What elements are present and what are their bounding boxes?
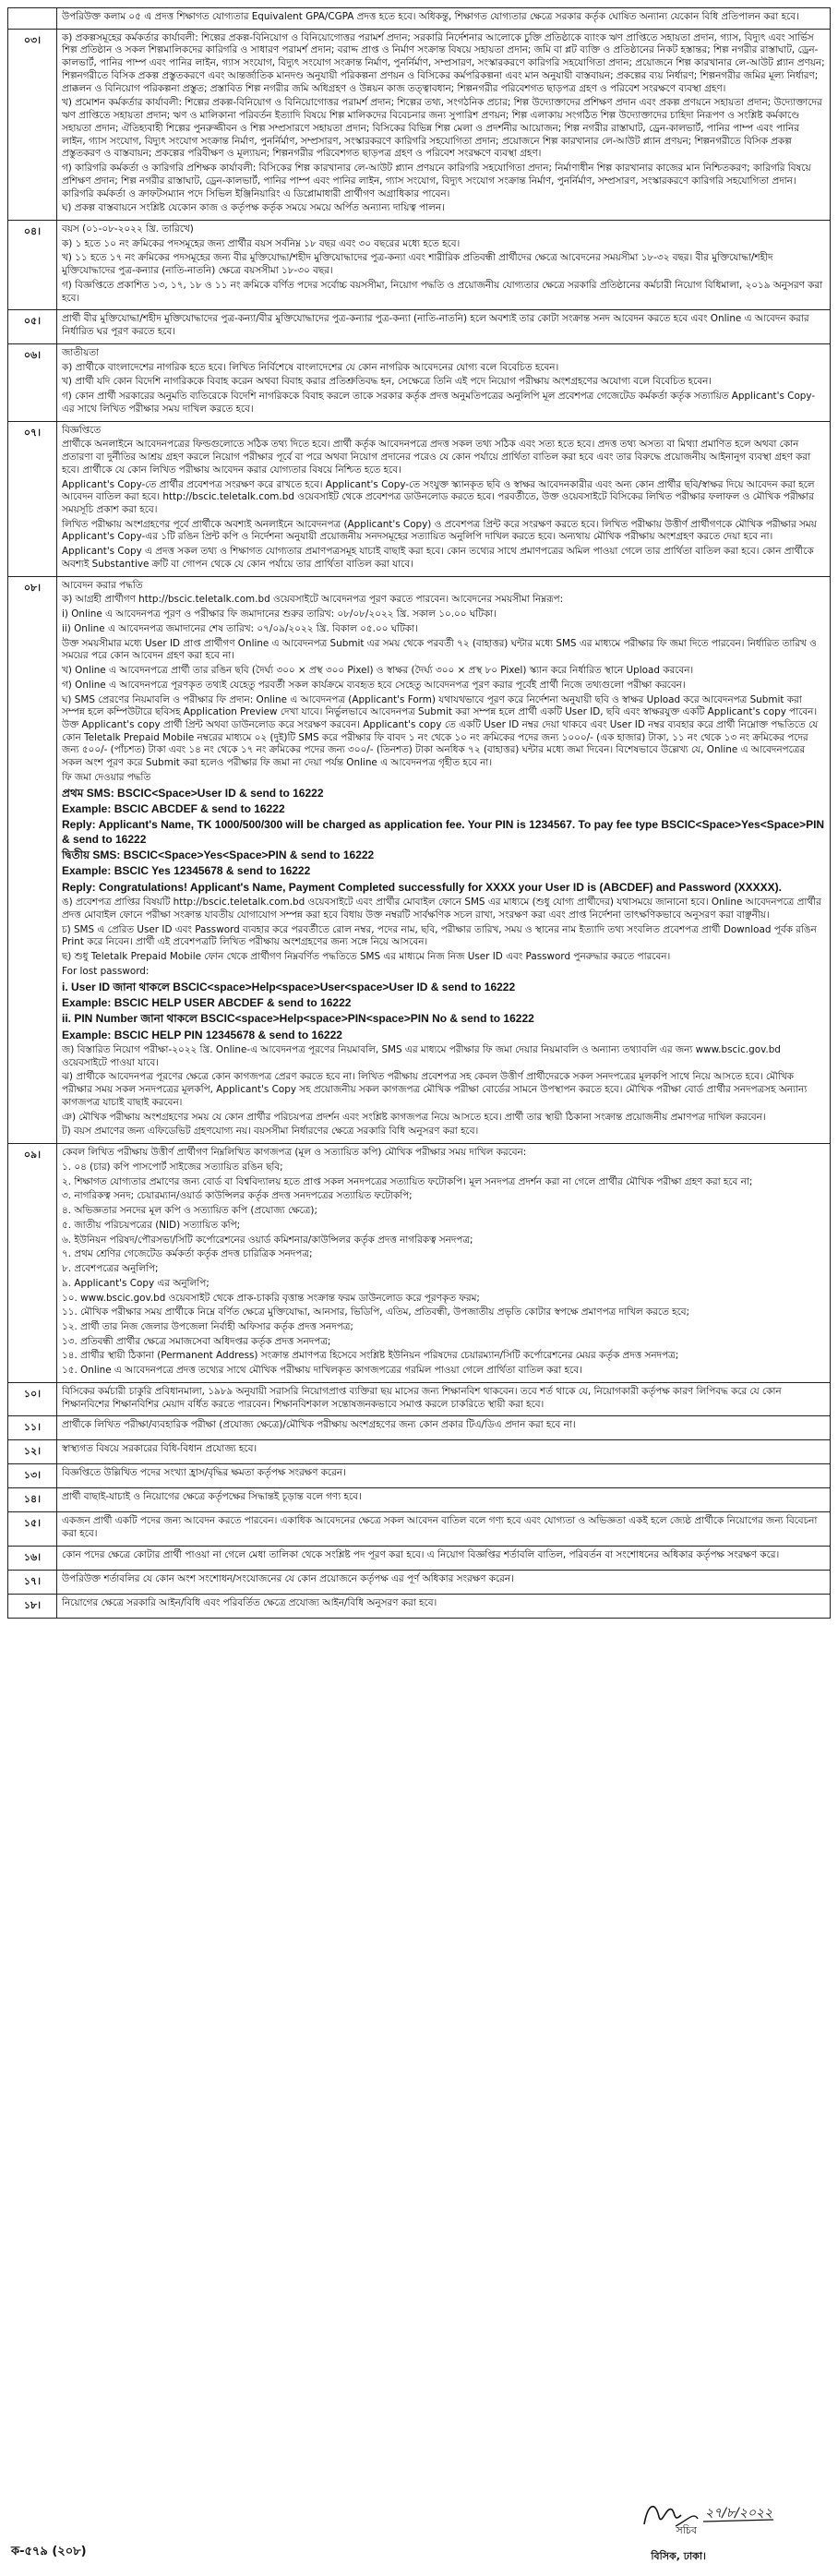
paragraph: বিজ্ঞপ্তিতে উল্লিখিত পদের সংখ্যা হ্রাস/বৃদ্ধির ক্ষমতা কর্তৃপক্ষ সংরক্ষণ করেন।: [62, 1467, 346, 1479]
paragraph: Applicant's Copy এ প্রদত্ত সকল তথ্য ও শিক্ষাগত যোগ্যতার প্রমাণপত্রসমূহ যাচাই বাছাই করা হবে। কোন তথ্যের সাথে প্রমাণপত্রের অমিল পাওয়া গেলে তার প্রার্থিতা বাতিল করা হবে। কোন প্রার্থীকে অবশ্যই Substantive ক্রটি বা গোপন থেকে যে কোন পর্যায়ে তার প্রার্থিতা বাতিল করা যাবে।: [62, 546, 814, 570]
row-content: [57, 1488, 831, 1512]
row-number: ১৫।: [8, 1512, 57, 1546]
notice-page: [7, 7, 831, 1619]
notice-row: [8, 1570, 831, 1594]
row-content: [57, 1546, 831, 1570]
row-number: ০৯।: [8, 1144, 57, 1383]
sms-instruction-line: Example: BSCIC HELP USER ABCDEF & send to 16222: [62, 995, 352, 1009]
paragraph: ৩. নাগরিকত্ব সনদ; চেয়ারম্যান/ওয়ার্ড কাউন্সিলর কর্তৃক প্রদত্ত সনদপত্রের সত্যায়িত ফটোকপি;: [62, 1190, 413, 1202]
row-content: [57, 421, 831, 576]
paragraph: ১৩. প্রতিবন্ধী প্রার্থীর ক্ষেত্রে সমাজসেবা অধিদপ্তর কর্তৃক প্রদত্ত সনদপত্র;: [62, 1335, 331, 1347]
paragraph: প্রার্থীকে অনলাইনে আবেদনপত্রের ফিল্ডগুলোতে সঠিক তথ্য দিতে হবে। প্রার্থী কর্তৃক আবেদনপত্রে প্রদত্ত সকল তথ্য সঠিক এবং সত্য হতে হবে। প্রদত্ত তথ্য অসত্য বা মিথ্যা প্রমাণিত হলে অথবা কোন প্রতারণা বা দুর্নীতির আশ্রয় গ্রহণ করলে নিয়োগ পরীক্ষার পূর্বে বা পরে অথবা নিয়োগ প্রদানের পরেও যে কোন পর্যায়ে প্রার্থিতা বাতিল করা হবে এবং তার বিরুদ্ধে প্রয়োজনীয় আইনানুগ ব্যবস্থা গ্রহণ করা হবে। প্রার্থীকে যে কোন লিখিত পরীক্ষায় আবেদন করার যোগ্যতার বিষয়ে নিশ্চিত হতে হবে।: [62, 439, 811, 475]
sms-instruction-line: Reply: Applicant's Name, TK 1000/500/300 will be charged as application fee. Your PIN is 1234567. To pay fee type BSCIC<Space>Yes<Space>PIN & send to 16222: [62, 818, 825, 846]
paragraph: ঘ) SMS প্রেরণের নিয়মাবলি ও পরীক্ষার ফি প্রদান: Online এ আবেদনপত্র (Applicant's Form) যথাযথভাবে পূরণ করে নির্দেশনা অনুযায়ী ছবি ও স্বাক্ষর Upload করে আবেদনপত্র Submit করা সম্পন্ন হলে কম্পিউটারে ছবিসহ Application Preview দেখা যাবে। নির্ভুলভাবে আবেদনপত্র Submit করা সম্পন্ন হলে প্রার্থী একটি User ID, ছবি এবং স্বাক্ষরযুক্ত একটি Applicant's copy পাবেন। উক্ত Applicant's copy প্রার্থী প্রিন্ট অথবা ডাউনলোড করে সংরক্ষণ করবেন। Applicant's copy তে একটি User ID নম্বর দেয়া থাকবে এবং User ID নম্বর ব্যবহার করে প্রার্থী নিম্নোক্ত পদ্ধতিতে যে কোন Teletalk Prepaid Mobile নম্বরের মাধ্যমে ০২ (দুই)টি SMS করে পরীক্ষার ফি বাবদ ১ নং থেকে ১০ নং ক্রমিকের পদের জন্য ১০০০/- (এক হাজার) টাকা, ১১ নং থেকে ১৩ নং ক্রমিকের পদের জন্য ৫০০/- (পাঁচশত) টাকা এবং ১৪ নং থেকে ১৭ নং ক্রমিকের পদের জন্য ৩০০/- (তিনশত) টাকা অনধিক ৭২ (বাহাত্তর) ঘন্টার মধ্যে জমা দিবেন। বিশেষভাবে উল্লেখ্য যে, Online এ আবেদনপত্রের সকল অংশ পূরণ করে Submit করা হলেও পরীক্ষার ফি জমা না দেয়া পর্যন্ত Online এ আবেদনপত্র গৃহীত হবে না।: [62, 693, 819, 769]
row-number: ০৮।: [8, 576, 57, 1144]
paragraph: বয়স (০১-০৮-২০২২ খ্রি. তারিখে): [62, 223, 194, 235]
paragraph: উপরিউক্ত কলাম ০৫ এ প্রদত্ত শিক্ষাগত যোগ্যতার Equivalent GPA/CGPA প্রদত্ত হতে হবে। অধিকন্তু, শিক্ষাগত যোগ্যতার ক্ষেত্রে সরকার কর্তৃক ঘোষিত অন্যান্য যেকোন বিধি প্রতিপালন করা হবে।: [62, 11, 799, 22]
paragraph: গ) বিজ্ঞপ্তিতে প্রকাশিত ১৩, ১৭, ১৮ ও ১১ নং ক্রমিকে বর্ণিত পদের সর্বোচ্চ বয়সসীমা, নিয়োগ পদ্ধতি ও প্রয়োজনীয় যোগ্যতার ক্ষেত্রে সরকারি প্রতিষ্ঠানের কর্মচারী নিয়োগ বিধিমালা, ২০১৯ অনুসরণ করা হবে।: [62, 279, 823, 304]
signatory-office: বিসিক, ঢাকা।: [651, 2550, 706, 2562]
row-content: [57, 1512, 831, 1546]
row-number: ০৫।: [8, 310, 57, 343]
row-content: [57, 343, 831, 421]
paragraph: ক) প্রকল্পসমূহের কর্মকর্তার কার্যাবলী: শিল্পের প্রকল্প-বিনিয়োগ ও বিনিয়োগোত্তর পরামর্শ প্রদান; সরকারি নির্দেশনার আলোকে চুক্তি প্রতিষ্ঠাকে ব্যাংক ঋণ প্রাপ্তিতে সহায়তা প্রদান, গ্যাস, বিদ্যুৎ এবং সার্ভিস শিল্প প্রতিষ্ঠান ও সকল শিল্পমালিকদের কারিগরি ও সাধারণ পরামর্শ প্রদান; বরাদ্দ প্রাপ্ত ও নির্মাণ সংক্রান্ত বিষয়ে সহায়তা প্রদান; জমি বা প্লট ব্যক্তি ও প্রতিষ্ঠানের নিকট হস্তান্তর; শিল্প নগরীর রাস্তাঘাট, ড্রেন-কালভার্ট, পানির পাম্প এবং পানির লাইন, গ্যাস সংযোগ, বিদ্যুৎ সংযোগ সংক্রান্ত নির্মাণ, পুনর্নির্মাণ, সম্প্রসারণ, সংস্কারকরণে কারিগরি সহযোগিতা প্রদান; প্রয়োজনে শিল্প কারখানার লে-আউট প্ল্যান প্রণয়ন; শিল্পনগরীতে বিসিক প্রকল্প প্রস্তুতকরণে এবং আন্তর্জাতিক মানদণ্ড অনুযায়ী পরিকল্পনা প্রণয়ন ও বিসিকের কর্মপরিকল্পনা এবং মান অনুযায়ী বাস্তবায়ন; প্রকল্পের ব্যয় নির্ধারণ; শিল্পনগরীর জমির মূল্য নির্ধারণ; প্রাক্কলন ও বিনিয়োগ পরিকল্পনা প্রস্তুত; প্রস্তাবিত শিল্প নগরীর জমি অধিগ্রহণ ও উন্নয়ন কাজ তত্ত্বাবধান; শিল্পনগরীর পরিবেশগত ছাড়পত্র গ্রহণ ও পরিবেশ সংরক্ষণে ব্যবস্থা গ্রহণ।: [62, 31, 825, 94]
paragraph: ক) প্রার্থীকে বাংলাদেশের নাগরিক হতে হবে। লিখিত নির্বিশেষে বাংলাদেশের যে কোন নাগরিক আবেদনের যোগ্য বলে বিবেচিত হবেন।: [62, 361, 559, 373]
notice-row: [8, 1512, 831, 1546]
paragraph: ছ) শুধু Teletalk Prepaid Mobile ফোন থেকে প্রার্থীগণ নিম্নবর্ণিত পদ্ধতিতে SMS এর মাধ্যমে নিজ নিজ User ID এবং Password পুনরুদ্ধার করতে পারবেন।: [62, 951, 671, 963]
paragraph: ১. ০৪ (চার) কপি পাসপোর্ট সাইজের সত্যায়িত রঙিন ছবি;: [62, 1161, 283, 1173]
notice-row: [8, 310, 831, 343]
row-number: ০৬।: [8, 343, 57, 421]
svg-text:২৭/৮/২০২২: ২৭/৮/২০২২: [705, 2506, 773, 2521]
paragraph: ৭. প্রথম শ্রেণির গেজেটেড কর্মকর্তা কর্তৃক প্রদত্ত চারিত্রিক সনদপত্র;: [62, 1248, 313, 1260]
paragraph: ২. শিক্ষাগত যোগ্যতার প্রমাণের জন্য বোর্ড বা বিশ্ববিদ্যালয় হতে প্রাপ্ত সকল সনদপত্রের সত্যায়িত ফটোকপি। মূল সনদপত্র প্রদর্শন করা না গেলে প্রার্থীর মৌখিক পরীক্ষা গ্রহণ করা হবে না;: [62, 1175, 753, 1187]
paragraph: জাতীয়তা: [62, 346, 100, 358]
row-number: ১৭।: [8, 1570, 57, 1594]
notice-row: [8, 1416, 831, 1440]
notice-row: [8, 1144, 831, 1383]
paragraph: ঞ) মৌখিক পরীক্ষায় অংশগ্রহণের সময় যে কোন প্রার্থীর পরিচয়পত্র প্রদর্শন এবং সংশ্লিষ্ট কাগজপত্র নিয়ে আসতে হবে। প্রার্থী তার স্থায়ী ঠিকানা সংক্রান্ত প্রয়োজনীয় প্রমাণপত্র দাখিল করবেন।: [62, 1111, 766, 1123]
row-number: ১১।: [8, 1416, 57, 1440]
signature-image: [639, 2493, 777, 2534]
paragraph: ১৫. Online এ আবেদনপত্রে প্রদত্ত তথ্যের সাথে মৌখিক পরীক্ষায় দাখিলকৃত কাগজপত্রের গরমিল পাওয়া গেলে প্রার্থিতা বাতিল করা হবে।: [62, 1365, 582, 1377]
signatory-designation: সচিব: [676, 2524, 697, 2536]
row-content: [57, 1594, 831, 1618]
notice-row: [8, 29, 831, 220]
notice-row: [8, 8, 831, 30]
sms-instruction-line: Reply: Congratulations! Applicant's Name, Payment Completed successfully for XXXX your User ID is (ABCDEF) and Password (XXXXX).: [62, 880, 782, 894]
row-content: [57, 310, 831, 343]
paragraph: বিসিকের কর্মচারী চাকুরি প্রবিধানমালা, ১৯৮৯ অনুযায়ী সরাসরি নিয়োগপ্রাপ্ত ব্যক্তিরা ছয় মাসের জন্য শিক্ষানবিশ থাকবেন। তবে শর্ত থাকে যে, নিয়োগকারী কর্তৃপক্ষ কারণ লিপিবদ্ধ করে যে কোন শিক্ষানবিশের শিক্ষানবিশির মেয়াদ বর্ধিত করতে পারবেন। শিক্ষানবিশকাল সন্তোষজনকভাবে সমাপ্ত করলে চাকরিতে স্থায়ী করা হবে।: [62, 1385, 782, 1410]
paragraph: গ) কোন প্রার্থী সরকারের অনুমতি ব্যতিরেকে বিদেশি নাগরিককে বিবাহ করলে তাকে সরকার কর্তৃক প্রদত্ত অনুমতিপত্রের অনুলিপি মূল প্রবেশপত্র গেজেটেড কর্মকর্তা কর্তৃক সত্যায়িত Applicant's Copy-এর সাথে লিখিত পরীক্ষার সময় দাখিল করতে হবে।: [62, 391, 816, 415]
row-number: ১০।: [8, 1382, 57, 1415]
paragraph: জ) বিস্তারিত নিয়োগ পরীক্ষা-২০২২ খ্রি. Online-এ আবেদনপত্র পূরণের নিয়মাবলি, SMS এর মাধ্যমে পরীক্ষার ফি জমা দেয়ার নিয়মাবলি ও অন্যান্য তথ্যাবলি এর জন্য www.bscic.gov.bd ওয়েবসাইটে পাওয়া যাবে।: [62, 1044, 781, 1068]
paragraph: প্রার্থীকে লিখিত পরীক্ষা/ব্যবহারিক পরীক্ষা (প্রযোজ্য ক্ষেত্রে)/মৌখিক পরীক্ষায় অংশগ্রহণের জন্য কোন প্রকার টিএ/ডিএ প্রদান করা হবে না।: [62, 1419, 576, 1431]
footer: [7, 2482, 831, 2565]
row-number: ১৩।: [8, 1464, 57, 1488]
paragraph: ৪. অভিজ্ঞতার সনদের মূল কপি ও সত্যায়িত কপি (প্রযোজ্য ক্ষেত্রে);: [62, 1205, 317, 1217]
row-content: [57, 1464, 831, 1488]
form-number: ক-৫৭৯ (২০৮): [11, 2545, 87, 2558]
paragraph: ঙ) প্রবেশপত্র প্রাপ্তির বিষয়টি http://bscic.teletalk.com.bd ওয়েবসাইটে এবং প্রার্থীর মোবাইল ফোনে SMS এর মাধ্যমে (শুধু যোগ্য প্রার্থীদের) যথাসময়ে জানানো হবে। Online আবেদনপত্রে প্রার্থীর প্রদত্ত মোবাইল ফোনে পরীক্ষা সংক্রান্ত যাবতীয় যোগাযোগ সম্পন্ন করা হবে বিধায় উক্ত নম্বরটি সার্বক্ষণিক সচল রাখা, সংরক্ষণ করা এবং প্রাপ্ত নির্দেশনা তাৎক্ষণিকভাবে অনুসরণ করা বাঞ্ছনীয়।: [62, 897, 821, 921]
paragraph: ii) Online এ আবেদনপত্র জমাদানের শেষ তারিখ: ০৭/০৯/২০২২ খ্রি. বিকাল ০৫.০০ ঘটিকা।: [62, 622, 418, 634]
row-content: [57, 576, 831, 1144]
row-number: ১৪।: [8, 1488, 57, 1512]
notice-row: [8, 1440, 831, 1464]
paragraph: খ) ১১ হতে ১৭ নং ক্রমিকের পদসমূহের জন্য বীর মুক্তিযোদ্ধা/শহীদ মুক্তিযোদ্ধাদের পুত্র-কন্যা এবং শারীরিক প্রতিবন্ধী প্রার্থীদের ক্ষেত্রে আবেদনের সময়সীমা ১৮-৩২ বছর। বীর মুক্তিযোদ্ধা/শহীদ মুক্তিযোদ্ধাদের পুত্র-কন্যার (নাতি-নাতনি) ক্ষেত্রে বয়সসীমা ১৮-৩০ বছর।: [62, 252, 773, 277]
row-content: [57, 1382, 831, 1415]
paragraph: ১২. প্রার্থী তার নিজ জেলার উপজেলা নির্বাহী অফিসার কর্তৃক প্রদত্ত সনদপত্র;: [62, 1320, 353, 1332]
paragraph: খ) প্রার্থী যদি কোন বিদেশি নাগরিককে বিবাহ করেন অথবা বিবাহ করার প্রতিশ্রুতিবদ্ধ হন, সেক্ষেত্রে তিনি এই পদে নিয়োগ পরীক্ষায় অংশগ্রহণের অযোগ্য বলে বিবেচিত হবেন।: [62, 376, 712, 388]
row-number: ১৬।: [8, 1546, 57, 1570]
paragraph: খ) Online এ আবেদনপত্রে প্রার্থী তার রঙিন ছবি (দৈর্ঘ্য ৩০০ × প্রস্থ ৩০০ Pixel) ও স্বাক্ষর (দৈর্ঘ্য ৩০০ × প্রস্থ ৮০ Pixel) স্ক্যান করে নির্ধারিত স্থানে Upload করবেন।: [62, 665, 694, 677]
row-content: [57, 8, 831, 30]
paragraph: বিজ্ঞপ্তিতে: [62, 424, 102, 436]
row-number: [8, 8, 57, 30]
paragraph: গ) Online এ আবেদনপত্রে পূরণকৃত তথ্যই যেহেতু পরবর্তী সকল কার্যক্রমে ব্যবহৃত হবে সেহেতু আবেদনপত্র পূরণ করার পূর্বেই প্রার্থী নিজে তথ্যগুলো পরীক্ষা করবেন।: [62, 679, 686, 691]
sms-instruction-line: ii. PIN Number জানা থাকলে BSCIC<space>Help<space>PIN<space>PIN No & send to 16222: [62, 1012, 534, 1026]
paragraph: উপরিউক্ত শর্তাবলির যে কোন অংশ সংশোধন/সংযোজনের যে কোন প্রয়োজনে কর্তৃপক্ষ এর পূর্ণ অধিকার সংরক্ষণ করেন।: [62, 1572, 514, 1584]
paragraph: ১১. মৌখিক পরীক্ষার সময় প্রার্থীকে নিম্নে বর্ণিত ক্ষেত্রে মুক্তিযোদ্ধা, আনসার, ভিডিপি, এতিম, প্রতিবন্ধী, উপজাতীয় প্রভৃতি কোটার স্বপক্ষে প্রমাণপত্র দাখিল করতে হবে;: [62, 1306, 690, 1318]
sms-instruction-line: Example: BSCIC ABCDEF & send to 16222: [62, 802, 285, 816]
row-content: [57, 29, 831, 220]
notice-row: [8, 1382, 831, 1415]
notice-row: [8, 343, 831, 421]
paragraph: কোন পদের ক্ষেত্রে কোটার প্রার্থী পাওয়া না গেলে মেধা তালিকা থেকে সংশ্লিষ্ট পদ পূরণ করা হবে। এ নিয়োগ বিজ্ঞপ্তির শর্তাবলি বাতিল, পরিবর্তন বা সংশোধনের অধিকার কর্তৃপক্ষ সংরক্ষণ করে।: [62, 1548, 780, 1560]
notice-row: [8, 576, 831, 1144]
paragraph: ক) আগ্রহী প্রার্থীগণ http://bscic.teletalk.com.bd ওয়েবসাইটে আবেদনপত্র পূরণ করতে পারবেন। আবেদনের সময়সীমা নিম্নরূপ:: [62, 594, 564, 606]
notice-table: [7, 7, 831, 1619]
paragraph: ৮. প্রবেশপত্রের অনুলিপি;: [62, 1263, 159, 1275]
paragraph: উক্ত সময়সীমার মধ্যে User ID প্রাপ্ত প্রার্থীগণ Online এ আবেদনপত্র Submit এর সময় থেকে পরবর্তী ৭২ (বাহাত্তর) ঘন্টার মধ্যে SMS এর মাধ্যমে পরীক্ষার ফি জমা দিতে পারবেন। নির্ধারিত তারিখ ও সময়ের পরে কোন আবেদন গ্রহণ করা হবে না।: [62, 637, 817, 662]
paragraph: Applicant's Copy-তে প্রার্থীর প্রবেশপত্র সংরক্ষণ করে রাখতে হবে। Applicant's Copy-তে সংযুক্ত স্ক্যানকৃত ছবি ও স্বাক্ষর আবেদনকারীর এবং অন্য কোন প্রার্থীর ছবি/স্বাক্ষর দিয়ে আবেদন করা হলে আবেদন বাতিল করা হবে। http://bscic.teletalk.com.bd ওয়েবসাইট থেকে প্রবেশপত্র ডাউনলোড করতে হবে। পরবর্তীতে, উক্ত ওয়েবসাইটে বিসিকের লিখিত পরীক্ষার ফলাফল ও মৌখিক পরীক্ষার সময়সূচি প্রকাশ করা হবে।: [62, 478, 815, 515]
notice-row: [8, 1464, 831, 1488]
sms-instruction-line: প্রথম SMS: BSCIC<Space>User ID & send to 16222: [62, 786, 324, 800]
paragraph: ১৪. প্রার্থীর স্থায়ী ঠিকানা (Permanent Address) সংক্রান্ত প্রমাণপত্র হিসেবে সংশ্লিষ্ট ইউনিয়ন পরিষদের চেয়ারম্যান/সিটি কর্পোরেশনের মেয়র কর্তৃক প্রদত্ত সনদপত্র;: [62, 1350, 679, 1362]
notice-row: [8, 1488, 831, 1512]
row-content: [57, 1440, 831, 1464]
paragraph: গ) কারিগরি কর্মকর্তা ও কারিগরি প্রশিক্ষক কার্যাবলী: বিসিকের শিল্প কারখানার লে-আউট প্ল্যান প্রণয়নে কারিগরি সহযোগিতা প্রদান; নির্মাণাধীন শিল্প কারখানার কাজের মান নিশ্চিতকরণ; কারিগরি বিষয়ে প্রশিক্ষণ প্রদান; শিল্প নগরীর রাস্তাঘাট, ড্রেন-কালভার্ট, পানির পাম্প এবং পানির লাইন, গ্যাস সংযোগ, বিদ্যুৎ সংযোগ সংক্রান্ত নির্মাণ, পুনর্নির্মাণ, সম্প্রসারণ, সংস্কারকরণে কারিগরি সহযোগিতা প্রদান। কারিগরি কর্মকর্তা ও ক্রাফটসম্যান পদে সিভিল ইঞ্জিনিয়ারিং এ ডিপ্লোমাধারী প্রার্থীগণ অগ্রাধিকার পাবেন।: [62, 163, 811, 199]
sms-instruction-line: Example: BSCIC HELP PIN 12345678 & send to 16222: [62, 1028, 342, 1041]
paragraph: ট) বয়স প্রমাণের জন্য এফিডেভিট গ্রহণযোগ্য নয়। বয়সসীমা নির্ধারণের ক্ষেত্রে সরকারি বিধি অনুসরণ করা হবে।: [62, 1125, 479, 1138]
sms-instruction-line: দ্বিতীয় SMS: BSCIC<Space>Yes<Space>PIN & send to 16222: [62, 849, 375, 862]
notice-row: [8, 1546, 831, 1570]
row-content: [57, 1416, 831, 1440]
paragraph: চ) SMS এ প্রেরিত User ID এবং Password ব্যবহার করে পরবর্তীতে রোল নম্বর, পদের নাম, ছবি, পরীক্ষার তারিখ, সময় ও স্থানের নাম ইত্যাদি তথ্য সংবলিত প্রবেশপত্র প্রার্থী Download পূর্বক রঙিন Print করে নিবেন। প্রার্থী এই প্রবেশপত্রটি লিখিত পরীক্ষায় অংশগ্রহণের জন্য সঙ্গে নিয়ে আসবেন।: [62, 923, 817, 948]
paragraph: খ) প্রমোশন কর্মকর্তার কার্যাবলী: শিল্পের প্রকল্প-বিনিয়োগ ও বিনিয়োগোত্তর পরামর্শ প্রদান; শিল্পের তথ্য, সংগঠনিক প্রচার; শিল্প উদ্যোক্তাদের প্রশিক্ষণ প্রদান এবং প্রকল্প প্রণয়নে সহায়তা প্রদান; উদ্যোক্তাদের ঋণ প্রাপ্তিতে সহায়তা প্রদান; ঋণ ও মালিকানা পরিবর্তন ইত্যাদি বিষয়ে শিল্প মালিকদের বিবেচনার জন্য সুপারিশ প্রণয়ন; শিল্প এলাকায় সংগঠিত শিল্প উদ্যোক্তাদের চাহিদা নিরূপণ ও সংশ্লিষ্ট কর্মকাণ্ডে সহায়তা প্রদান; ঐতিহ্যবাহী শিল্পের পুনরুজ্জীবন ও শিল্প সম্প্রসারণে সহায়তা প্রদান; বিসিকের বিভিন্ন শিল্প মেলা ও প্রদর্শনীর আয়োজন; শিল্প নগরীর রাস্তাঘাট, ড্রেন-কালভার্ট, পানির পাম্প এবং পানির লাইন, গ্যাস সংযোগ, বিদ্যুৎ সংযোগ সংক্রান্ত নির্মাণ, পুনর্নির্মাণ, সম্প্রসারণ, সংস্কারকরণে কারিগরি সহযোগিতা প্রদান; প্রয়োজনে শিল্প কারখানার লে-আউট প্ল্যান প্রণয়ন; শিল্পনগরীতে বিসিক প্রকল্প প্রস্তুতকরণ ও বাস্তবায়ন; প্রকল্পের পরিবীক্ষণ ও মূল্যায়ন; শিল্পনগরীর পরিবেশগত ছাড়পত্র গ্রহণ ও পরিবেশ সংরক্ষণে ব্যবস্থা গ্রহণ।: [62, 97, 822, 160]
paragraph: ফি জমা দেওয়ার পদ্ধতি: [62, 771, 151, 783]
paragraph: একজন প্রার্থী একটি পদের জন্য আবেদন করতে পারবেন। একাধিক আবেদনের ক্ষেত্রে সকল আবেদন বাতিল বলে গণ্য হবে এবং যোগ্যতা ও অভিজ্ঞতা একই হলে জ্যেষ্ঠ প্রার্থীকে নিয়োগের জন্য বিবেচনা করা হবে।: [62, 1515, 818, 1540]
notice-row: [8, 421, 831, 576]
paragraph: স্বাস্থ্যগত বিষয়ে সরকারের বিধি-বিধান প্রযোজ্য হবে।: [62, 1443, 257, 1455]
paragraph: ৯. Applicant's Copy এর অনুলিপি;: [62, 1277, 210, 1289]
sms-instruction-line: Example: BSCIC Yes 12345678 & send to 16222: [62, 864, 311, 878]
row-number: ১২।: [8, 1440, 57, 1464]
row-number: ১৮।: [8, 1594, 57, 1618]
notice-row: [8, 221, 831, 310]
row-number: ০৭।: [8, 421, 57, 576]
paragraph: ৫. জাতীয় পরিচয়পত্রের (NID) সত্যায়িত কপি;: [62, 1219, 241, 1231]
paragraph: প্রার্থী বাছাই-যাচাই ও নিয়োগের ক্ষেত্রে কর্তৃপক্ষের সিদ্ধান্তই চূড়ান্ত বলে গণ্য হবে।: [62, 1491, 362, 1503]
paragraph: কেবল লিখিত পরীক্ষায় উত্তীর্ণ প্রার্থীগণ নিম্নলিখিত কাগজপত্র (মূল ও সত্যায়িত কপি) মৌখিক পরীক্ষার সময় দাখিল করবেন:: [62, 1147, 527, 1159]
paragraph: ঘ) প্রকল্প বাস্তবায়নে সংশ্লিষ্ট যেকোন কাজ ও কর্তৃপক্ষ কর্তৃক সময়ে সময়ে অর্পিত অন্যান্য দায়িত্ব পালন।: [62, 202, 445, 214]
paragraph: আবেদন করার পদ্ধতি: [62, 579, 143, 591]
row-content: [57, 1144, 831, 1383]
paragraph: ১০. www.bscic.gov.bd ওয়েবসাইট থেকে প্রাক-চাকরি বৃত্তান্ত সংক্রান্ত ফরম ডাউনলোড করে পূরণকৃত ফরম;: [62, 1292, 480, 1304]
paragraph: ক) ১ হতে ১০ নং ক্রমিকের পদসমূহের জন্য প্রার্থীর বয়স সর্বনিম্ন ১৮ বছর এবং ৩০ বছরের মধ্যে হতে হবে।: [62, 237, 461, 249]
row-number: ০৩।: [8, 29, 57, 220]
paragraph: প্রার্থী বীর মুক্তিযোদ্ধা/শহীদ মুক্তিযোদ্ধাদের পুত্র-কন্যা/বীর মুক্তিযোদ্ধাদের পুত্র-কন্যার পুত্র-কন্যা (নাতি-নাতনি) হলে অবশ্যই তার কোটা সংক্রান্ত সনদ আবেদন করতে হবে এবং Online এ আবেদন করার নির্ধারিত ঘর পূরণ করতে হবে।: [62, 313, 809, 338]
paragraph: লিখিত পরীক্ষায় অংশগ্রহণের পূর্বে প্রার্থীকে অবশ্যই অনলাইনে আবেদনপত্র (Applicant's Copy) ও প্রবেশপত্র প্রিন্ট করে সংরক্ষণ করতে হবে। লিখিত পরীক্ষায় উত্তীর্ণ প্রার্থীগণকে মৌখিক পরীক্ষার সময় Applicant's Copy-এর ১টি রঙিন প্রিন্ট কপি ও নির্দেশনা অনুযায়ী প্রয়োজনীয় সনদসমূহের সত্যায়িত অনুলিপি দাখিল করতে হবে। অন্যথায় মৌখিক পরীক্ষায় অংশগ্রহণ করতে দেয়া হবে না।: [62, 518, 817, 543]
paragraph: নিয়োগের ক্ষেত্রে সরকারি আইন/বিধি এবং পরিবর্তিত ক্ষেত্রে প্রযোজ্য আইন/বিধি অনুসরণ করা হবে।: [62, 1596, 437, 1608]
paragraph: For lost password:: [62, 965, 150, 977]
paragraph: ঝ) প্রার্থীকে আবেদনপত্র পূরণের ক্ষেত্রে কোন কাগজপত্র প্রেরণ করতে হবে না। লিখিত পরীক্ষায় প্রবেশপত্র সহ কেবল উত্তীর্ণ প্রার্থীদেরকে সকল সনদপত্রের মূলকপি সাথে নিয়ে আসতে হবে। মৌখিক পরীক্ষার সময় সকল সনদপত্রের মূলকপি, Applicant's Copy সহ প্রয়োজনীয় সকল কাগজপত্র মৌখিক পরীক্ষা বোর্ডের সামনে উপস্থাপন করতে হবে। মৌখিক পরীক্ষা বোর্ড প্রার্থীর সনদপত্রসহ অন্যান্য কাগজপত্র যাচাই বাছাই করবেন।: [62, 1071, 808, 1108]
notice-row: [8, 1594, 831, 1618]
row-content: [57, 1570, 831, 1594]
row-content: [57, 221, 831, 310]
sms-instruction-line: i. User ID জানা থাকলে BSCIC<space>Help<space>User<space>User ID & send to 16222: [62, 980, 516, 993]
paragraph: i) Online এ আবেদনপত্র পূরণ ও পরীক্ষার ফি জমাদানের শুরুর তারিখ: ০৮/০৮/২০২২ খ্রি. সকাল ১০.০০ ঘটিকা।: [62, 608, 497, 620]
row-number: ০৪।: [8, 221, 57, 310]
paragraph: ৬. ইউনিয়ন পরিষদ/পৌরসভা/সিটি কর্পোরেশনের ওয়ার্ড কমিশনার/কাউন্সিলর কর্তৃক প্রদত্ত নাগরিকত্ব সনদপত্র;: [62, 1234, 473, 1246]
